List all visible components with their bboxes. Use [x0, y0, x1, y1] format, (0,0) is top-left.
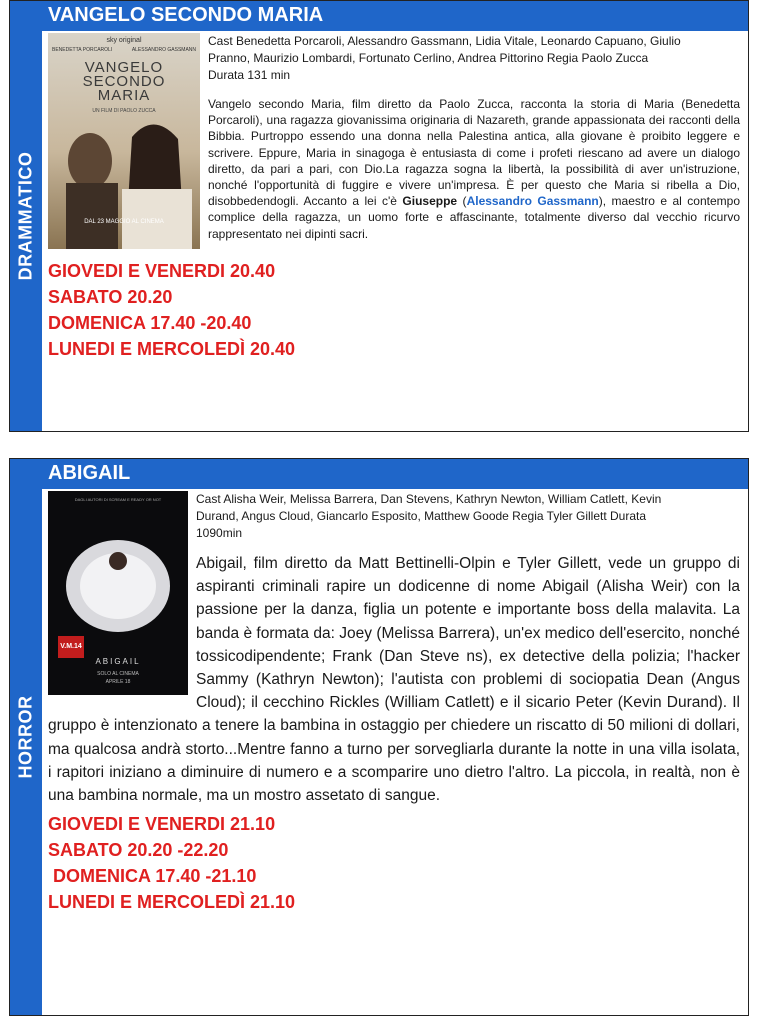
cast-line-2: Pranno, Maurizio Lombardi, Fortunato Cerlino, Andrea Pittorino Regia Paolo Zucca	[208, 51, 649, 65]
poster-release-date: APRILE 18	[105, 679, 131, 685]
movie-poster	[48, 33, 200, 249]
poster-title: ABIGAIL	[95, 657, 141, 666]
showtime-row: LUNEDI E MERCOLEDÌ 21.10	[48, 892, 296, 913]
movie-title: VANGELO SECONDO MARIA	[48, 4, 324, 26]
movie-card-vangelo	[9, 0, 749, 432]
synopsis-text: Vangelo secondo Maria, film diretto da Paolo Zucca, racconta la storia di Maria (Benedetta Porcaroli), una ragazza giovanissima originaria di Nazareth, grande appassionata dei racconti della Bibbia. Purtroppo essendo una donna nella Palestina antica, alla giovane è proibito leggere e scrivere. Eppure, Maria in sinagoga è entusiasta di come i profeti riescano ad avere un dialogo diretto, da pari a pari, con Dio.La ragazza sogna la libertà, la possibilità di aver un'istruzione, nonché l'opportunità di fuggire e vivere un'impresa. È per questo che Maria si ribella a Dio, disobbedendogli. Accanto a lei c'è	[208, 97, 740, 209]
poster-rating-badge: V.M.14	[60, 643, 82, 650]
genre-label: DRAMMATICO	[15, 151, 36, 281]
movie-card-abigail	[9, 458, 749, 1016]
genre-band	[10, 1, 42, 431]
showtime-row: GIOVEDI E VENERDI 20.40	[48, 260, 276, 281]
poster-actor-right: ALESSANDRO GASSMANN	[131, 47, 196, 53]
poster-title-3: MARIA	[97, 87, 151, 104]
poster-director: UN FILM DI PAOLO ZUCCA	[92, 108, 156, 114]
synopsis-highlight: Giuseppe	[402, 194, 458, 209]
showtime-row: SABATO 20.20 -22.20	[48, 840, 229, 861]
duration: 1090min	[196, 526, 243, 540]
poster-title-1: VANGELO	[84, 59, 164, 76]
poster-top-text: DAGLI AUTORI DI SCREAM E READY OR NOT	[74, 497, 162, 502]
poster-release: DAL 23 MAGGIO AL CINEMA	[84, 219, 164, 225]
movie-poster	[48, 491, 188, 695]
synopsis-text: ), maestro e al contempo complice della ragazza, un uomo forte e affascinante, totalmente diverso dal vecchio ricurvo rappresentato nei dipinti sacri.	[208, 194, 740, 241]
title-bar	[42, 1, 748, 31]
synopsis-text: (	[457, 194, 467, 209]
poster-title-2: SECONDO	[82, 73, 166, 90]
showtime-row: DOMENICA 17.40 -21.10	[48, 866, 257, 887]
cast-line-2: Durand, Angus Cloud, Giancarlo Esposito, Matthew Goode Regia Tyler Gillett Durata	[196, 509, 647, 523]
duration: Durata 131 min	[208, 68, 291, 82]
showtime-row: LUNEDI E MERCOLEDÌ 20.40	[48, 338, 296, 359]
synopsis-highlight-actor: Alessandro Gassmann	[466, 194, 599, 209]
showtime-row: DOMENICA 17.40 -20.40	[48, 312, 252, 333]
poster-release: SOLO AL CINEMA	[97, 671, 139, 677]
poster-top-text: sky original	[106, 37, 142, 44]
showtime-row: GIOVEDI E VENERDI 21.10	[48, 814, 276, 835]
poster-title-block	[48, 61, 200, 103]
genre-label: HORROR	[15, 695, 36, 779]
movie-title: ABIGAIL	[48, 462, 131, 484]
genre-band	[10, 459, 42, 1015]
cast-line-1: Cast Alisha Weir, Melissa Barrera, Dan Stevens, Kathryn Newton, William Catlett, Kevin	[196, 492, 662, 506]
showtimes	[48, 258, 740, 362]
cast-line-1: Cast Benedetta Porcaroli, Alessandro Gassmann, Lidia Vitale, Leonardo Capuano, Giulio	[208, 34, 681, 48]
synopsis: Abigail, film diretto da Matt Bettinelli-Olpin e Tyler Gillett, vede un gruppo di aspiranti criminali rapire un dodicenne di nome Abigail (Alisha Weir) con la passione per la danza, figlia un potente e importante boss della malavita. La banda è formata da: Joey (Melissa Barrera), un'ex medico dell'esercito, nonché tossicodipendente; Frank (Dan Steve ns), ex detective della polizia; l'hacker Sammy (Kathryn Newton); l'autista con problemi di sociopatia Dean (Angus Cloud); il cecchino Rickles (William Catlett) e il sicario Peter (Kevin Durand). Il gruppo è intenzionato a tenere la bambina in ostaggio per chiedere un riscatto di 50 milioni di dollari, ma qualcosa andrà storto...Mentre fanno a turno per sorvegliarla durante la notte in una villa isolata, i rapitori iniziano a diminuire di numero e a scomparire uno dietro l'altro. La piccola, in realtà, non è una bambina normale, ma un mostro assetato di sangue.	[48, 555, 740, 805]
poster-actor-left: BENEDETTA PORCAROLI	[52, 47, 113, 53]
showtime-row: SABATO 20.20	[48, 286, 173, 307]
title-bar	[42, 459, 748, 489]
showtimes	[48, 811, 740, 915]
